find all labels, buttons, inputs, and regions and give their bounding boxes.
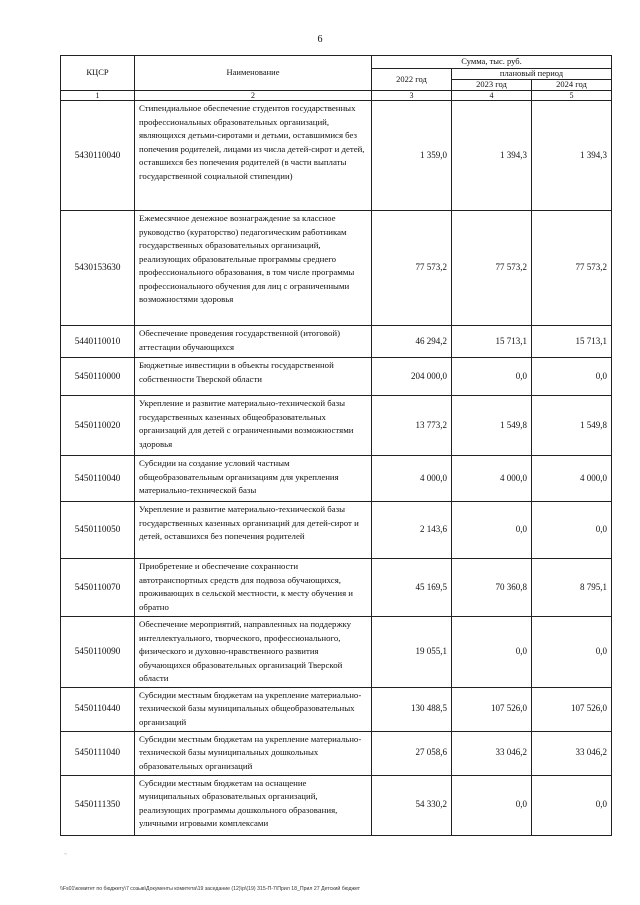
row-value-2024: 1 394,3: [532, 101, 612, 211]
table-row: [61, 775, 612, 835]
header-name: Наименование: [135, 56, 372, 91]
header-year-2023: 2023 год: [452, 80, 532, 91]
row-value-2024: 15 713,1: [532, 326, 612, 358]
row-name: Субсидии местным бюджетам на оснащение муниципальных образовательных организаций, реализующих программы дошкольного образования, уличными игровыми комплексами: [135, 775, 372, 835]
col-index: 2: [135, 91, 372, 101]
table-row: [61, 211, 612, 326]
row-value-2024: 33 046,2: [532, 731, 612, 775]
row-name: Ежемесячное денежное вознаграждение за классное руководство (кураторство) педагогическим работникам государственных образовательных организаций, реализующих образовательные программы среднего профессионального образования, в том числе программы профессионального обучения для лиц с ограниченными возможностями здоровья: [135, 211, 372, 326]
row-value-2023: 1 394,3: [452, 101, 532, 211]
file-path-footer: \\Fs01\комитет по бюджету\7 созыв\Документы комитета\19 заседание (12)\р\(19) 315-П-7\Прил 18_Прил 27 Детский бюджет: [60, 886, 361, 892]
table-row: [61, 101, 612, 211]
table-row: [61, 396, 612, 456]
row-name: Субсидии на создание условий частным общеобразовательным организациям для укрепления материально-технической базы: [135, 456, 372, 502]
col-index: 3: [372, 91, 452, 101]
row-name: Субсидии местным бюджетам на укрепление материально-технической базы муниципальных дошкольных образовательных организаций: [135, 731, 372, 775]
row-value-2023: 15 713,1: [452, 326, 532, 358]
row-value-2022: 204 000,0: [372, 358, 452, 396]
table-row: [61, 731, 612, 775]
row-name: Приобретение и обеспечение сохранности автотранспортных средств для подвоза обучающихся, проживающих в сельской местности, к месту обучения и обратно: [135, 559, 372, 617]
row-value-2023: 0,0: [452, 775, 532, 835]
header-sum: Сумма, тыс. руб.: [372, 56, 612, 69]
row-code: 5430110040: [61, 101, 135, 211]
row-value-2024: 0,0: [532, 775, 612, 835]
row-value-2024: 0,0: [532, 358, 612, 396]
row-value-2022: 19 055,1: [372, 617, 452, 688]
row-value-2022: 13 773,2: [372, 396, 452, 456]
row-code: 5440110010: [61, 326, 135, 358]
row-name: Бюджетные инвестиции в объекты государственной собственности Тверской области: [135, 358, 372, 396]
row-code: 5450110020: [61, 396, 135, 456]
col-index: 5: [532, 91, 612, 101]
header-year-2022: 2022 год: [372, 69, 452, 91]
row-code: 5450110090: [61, 617, 135, 688]
row-value-2023: 33 046,2: [452, 731, 532, 775]
row-value-2023: 70 360,8: [452, 559, 532, 617]
row-value-2024: 0,0: [532, 617, 612, 688]
row-code: 5450110070: [61, 559, 135, 617]
table-row: [61, 326, 612, 358]
table-row: [61, 456, 612, 502]
row-value-2023: 0,0: [452, 617, 532, 688]
row-value-2024: 107 526,0: [532, 687, 612, 731]
row-name: Субсидии местным бюджетам на укрепление материально-технической базы муниципальных общеобразовательных организаций: [135, 687, 372, 731]
row-code: 5450110040: [61, 456, 135, 502]
table-row: [61, 358, 612, 396]
row-value-2023: 1 549,8: [452, 396, 532, 456]
row-value-2023: 107 526,0: [452, 687, 532, 731]
row-value-2022: 54 330,2: [372, 775, 452, 835]
row-value-2024: 1 549,8: [532, 396, 612, 456]
row-value-2023: 4 000,0: [452, 456, 532, 502]
row-value-2024: 0,0: [532, 502, 612, 559]
row-name: Укрепление и развитие материально-технической базы государственных казенных организаций для детей-сирот и детей, оставшихся без попечения родителей: [135, 502, 372, 559]
row-value-2022: 130 488,5: [372, 687, 452, 731]
row-value-2022: 46 294,2: [372, 326, 452, 358]
col-index: 1: [61, 91, 135, 101]
row-value-2022: 77 573,2: [372, 211, 452, 326]
table-row: [61, 687, 612, 731]
col-index: 4: [452, 91, 532, 101]
row-value-2022: 27 058,6: [372, 731, 452, 775]
row-name: Стипендиальное обеспечение студентов государственных профессиональных образовательных организаций, являющихся детьми-сиротами и детьми, оставшимися без попечения родителей, лицами из числа детей-сирот и детей, оставшихся без попечения родителей (в части выплаты государственной социальной стипендии): [135, 101, 372, 211]
row-value-2023: 0,0: [452, 358, 532, 396]
row-value-2024: 4 000,0: [532, 456, 612, 502]
row-code: 5450110050: [61, 502, 135, 559]
page-number: 6: [317, 34, 323, 45]
row-value-2022: 2 143,6: [372, 502, 452, 559]
row-value-2023: 0,0: [452, 502, 532, 559]
header-code: КЦСР: [61, 56, 135, 91]
row-name: Обеспечение проведения государственной (итоговой) аттестации обучающихся: [135, 326, 372, 358]
table-row: [61, 559, 612, 617]
row-value-2023: 77 573,2: [452, 211, 532, 326]
row-value-2024: 8 795,1: [532, 559, 612, 617]
row-name: Обеспечение мероприятий, направленных на поддержку интеллектуального, творческого, профессионального, физического и духовно-нравственного развития обучающихся образовательных организаций Тверской области: [135, 617, 372, 688]
row-code: 5450110440: [61, 687, 135, 731]
row-value-2022: 45 169,5: [372, 559, 452, 617]
row-value-2024: 77 573,2: [532, 211, 612, 326]
table-row: [61, 502, 612, 559]
row-code: 5450110000: [61, 358, 135, 396]
row-name: Укрепление и развитие материально-технической базы государственных казенных общеобразовательных организаций для детей с ограниченными возможностями здоровья: [135, 396, 372, 456]
row-value-2022: 4 000,0: [372, 456, 452, 502]
row-code: 5450111040: [61, 731, 135, 775]
header-year-2024: 2024 год: [532, 80, 612, 91]
table-row: [61, 617, 612, 688]
header-planned-period: плановый период: [452, 69, 612, 80]
row-code: 5430153630: [61, 211, 135, 326]
scan-mark: ~: [64, 852, 68, 858]
row-value-2022: 1 359,0: [372, 101, 452, 211]
row-code: 5450111350: [61, 775, 135, 835]
budget-table: [60, 55, 612, 836]
